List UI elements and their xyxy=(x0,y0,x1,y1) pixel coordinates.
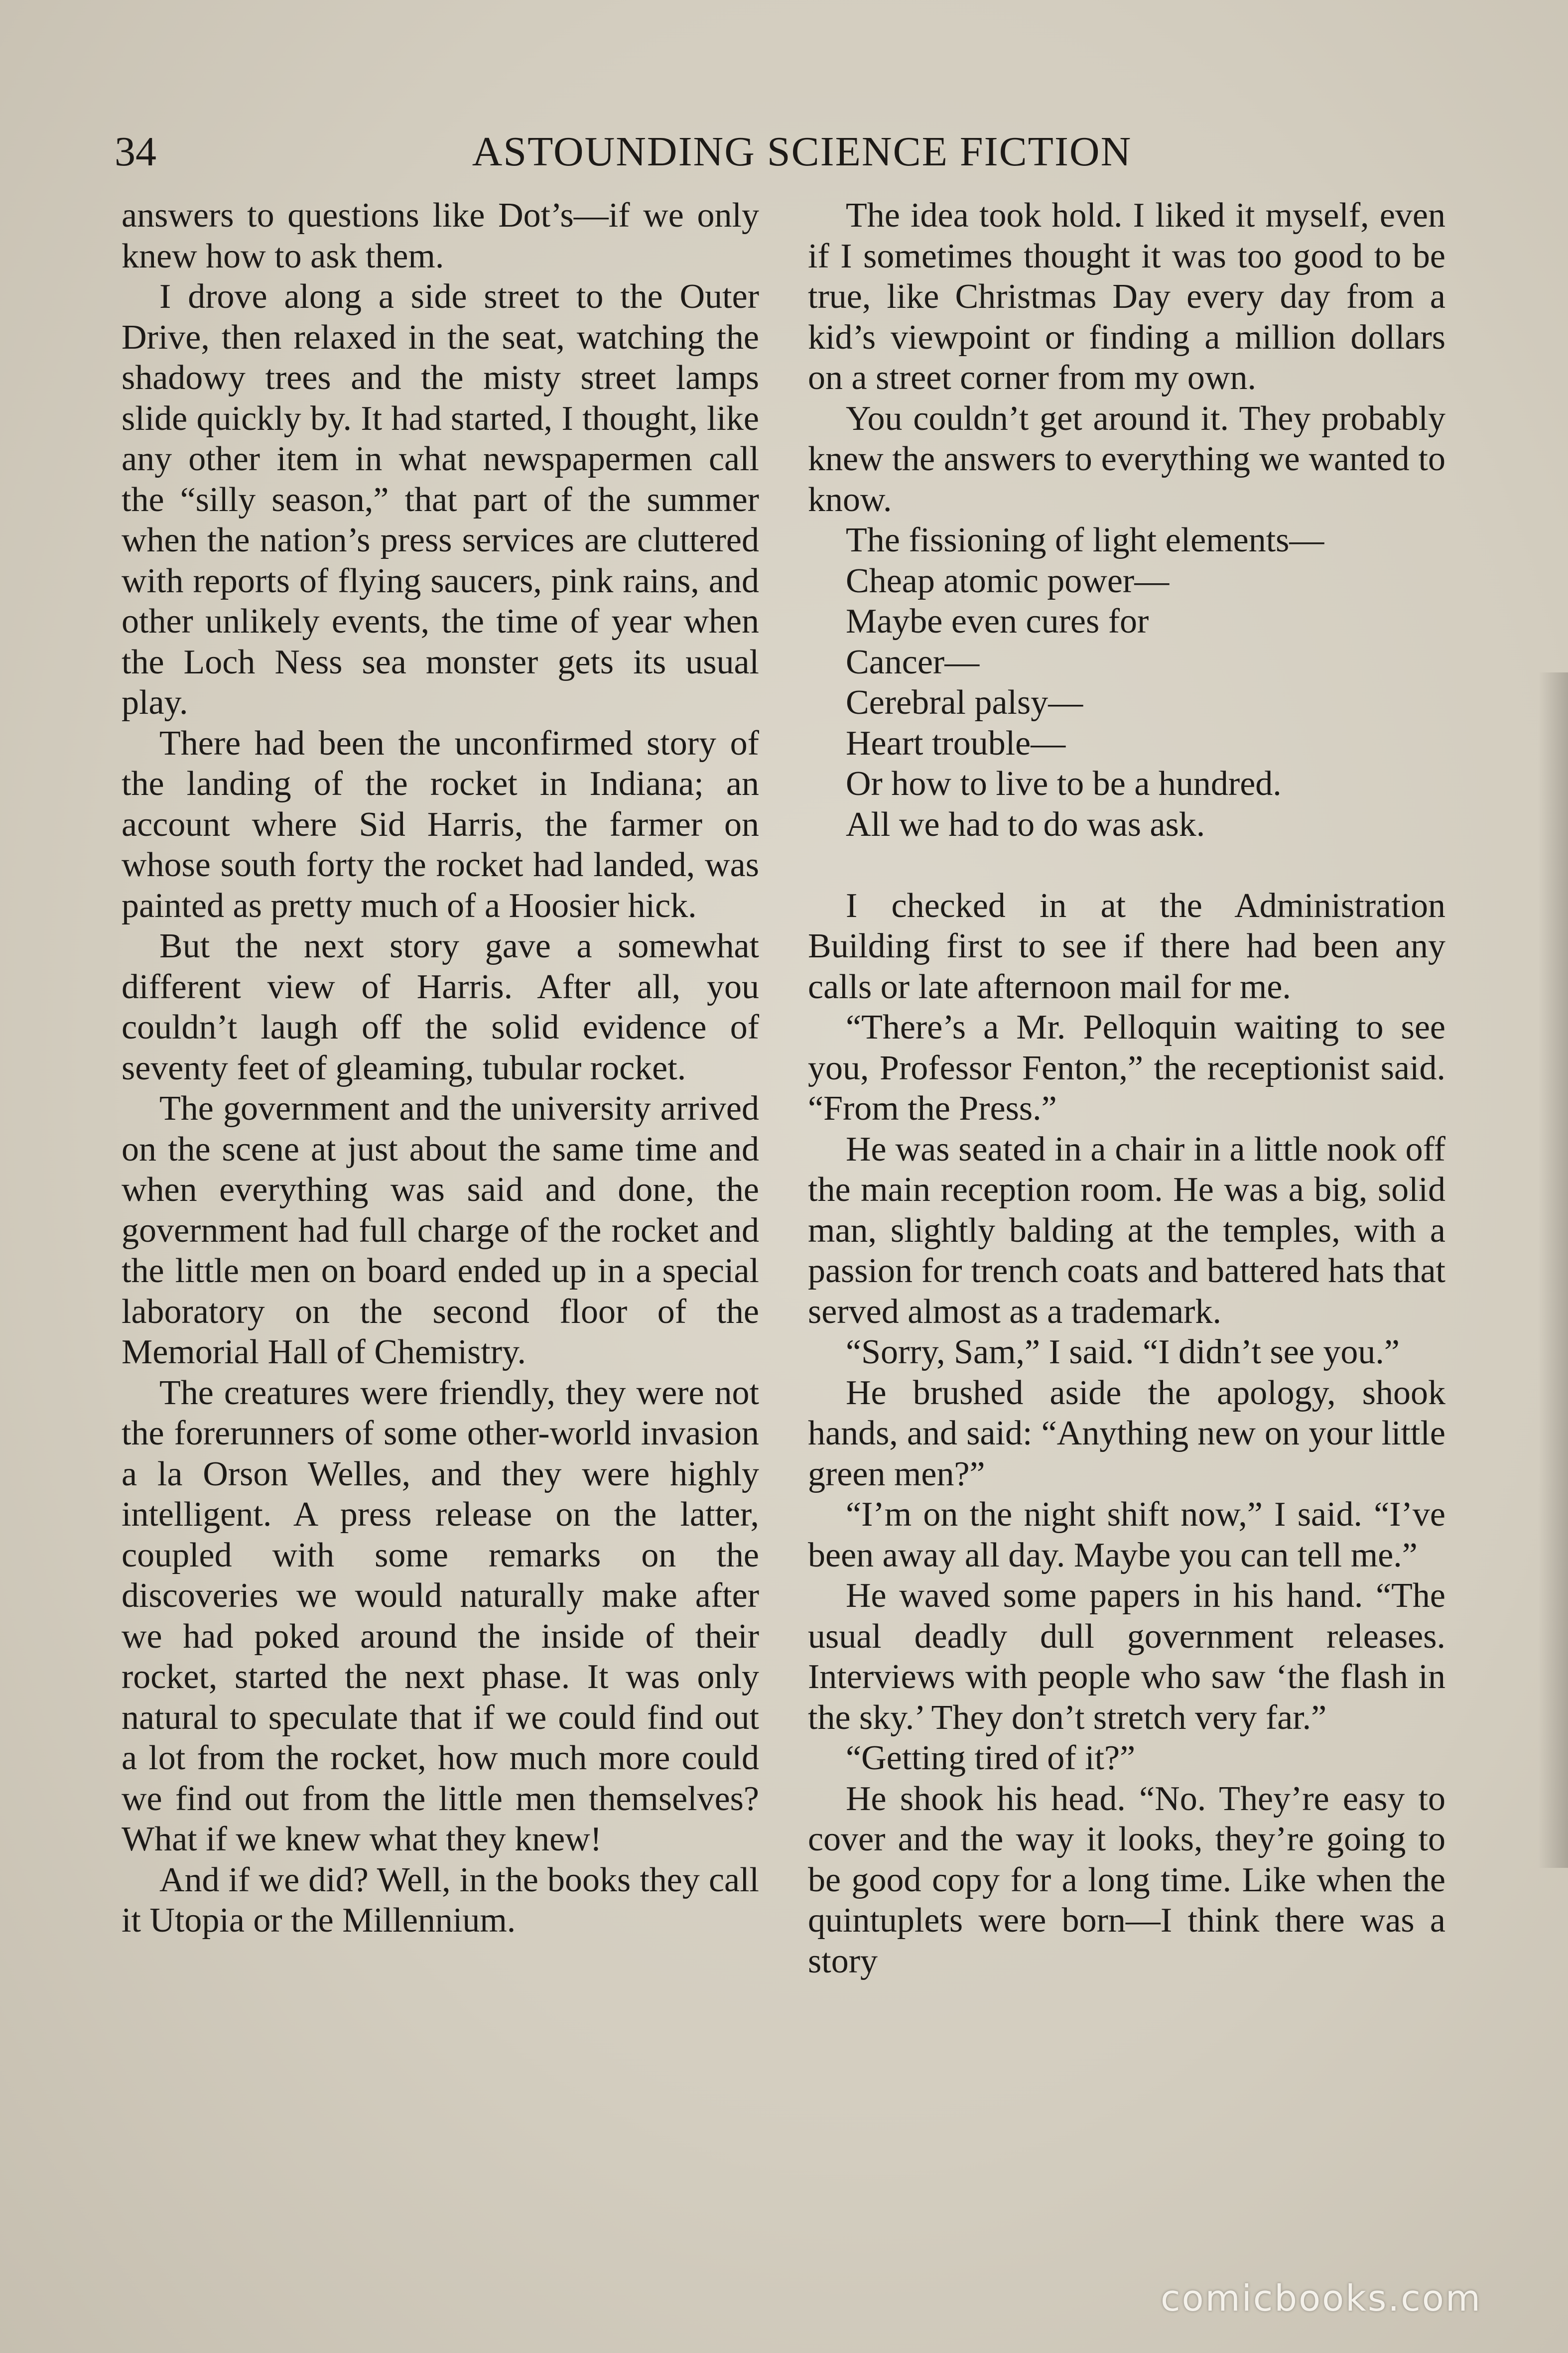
right-text-column xyxy=(808,195,1445,1981)
left-text-column xyxy=(122,195,759,1941)
paragraph: You couldn’t get around it. They probably knew the answers to everything we wanted to know. xyxy=(808,399,1445,519)
paragraph: Cerebral palsy— xyxy=(846,683,1083,722)
paragraph: There had been the unconfirmed story of the landing of the rocket in Indiana; an account where Sid Harris, the farmer on whose south forty the rocket had landed, was painted as pretty much of a Hoosier hick. xyxy=(122,724,759,925)
paragraph: I drove along a side street to the Outer Drive, then relaxed in the seat, watching the shadowy trees and the misty street lamps slide quickly by. It had started, I thought, like any other item in what newspapermen call the “silly season,” that part of the summer when the nation’s press services are cluttered with reports of flying saucers, pink rains, and other unlikely events, the time of year when the Loch Ness sea monster gets its usual play. xyxy=(122,277,759,722)
paragraph: “Sorry, Sam,” I said. “I didn’t see you.” xyxy=(846,1333,1400,1371)
paragraph: The creatures were friendly, they were not the forerunners of some other-world invasion a la Orson Welles, and they were highly intelligent. A press release on the latter, coupled with some remarks on the discoveries we would naturally make after we had poked around the inside of their rocket, started the next phase. It was only natural to speculate that if we could find out a lot from the rocket, how much more could we find out from the little men themselves? What if we knew what they knew! xyxy=(122,1373,759,1858)
paragraph: Cancer— xyxy=(846,643,980,681)
page-edge-shadow xyxy=(1538,672,1568,1868)
paragraph: “I’m on the night shift now,” I said. “I’ve been away all day. Maybe you can tell me.” xyxy=(808,1495,1445,1574)
paragraph: And if we did? Well, in the books they call it Utopia or the Millennium. xyxy=(122,1860,759,1940)
paragraph: The government and the university arrived on the scene at just about the same time and when everything was said and done, the government had full charge of the rocket and the little men on board ended up in a special laboratory on the second floor of the Memorial Hall of Chemistry. xyxy=(122,1089,759,1371)
paragraph: Or how to live to be a hundred. xyxy=(846,765,1282,803)
paragraph: All we had to do was ask. xyxy=(846,805,1205,844)
paragraph: But the next story gave a somewhat different view of Harris. After all, you couldn’t laugh off the solid evidence of seventy feet of gleaming, tubular rocket. xyxy=(122,927,759,1087)
paragraph: answers to questions like Dot’s—if we only knew how to ask them. xyxy=(122,196,759,275)
paragraph: Heart trouble— xyxy=(846,724,1066,763)
paragraph: “Getting tired of it?” xyxy=(846,1739,1136,1777)
page-header xyxy=(115,125,1449,179)
page-number: 34 xyxy=(115,129,156,175)
paragraph: Maybe even cures for xyxy=(846,602,1149,641)
paragraph: The fissioning of light elements— xyxy=(846,521,1324,559)
paragraph: He brushed aside the apology, shook hands, and said: “Anything new on your little green men?” xyxy=(808,1373,1445,1493)
paragraph: He shook his head. “No. They’re easy to cover and the way it looks, they’re going to be good copy for a long time. Like when the quintuplets were born—I think there was a story xyxy=(808,1779,1445,1980)
paragraph: “There’s a Mr. Pelloquin waiting to see you, Professor Fenton,” the receptionist said. “From the Press.” xyxy=(808,1008,1445,1128)
paragraph: He was seated in a chair in a little nook off the main reception room. He was a big, solid man, slightly balding at the temples, with a passion for trench coats and battered hats that served almost as a trademark. xyxy=(808,1130,1445,1331)
running-title: ASTOUNDING SCIENCE FICTION xyxy=(472,129,1132,175)
paragraph: I checked in at the Administration Building first to see if there had been any calls or late afternoon mail for me. xyxy=(808,886,1445,1006)
paragraph: He waved some papers in his hand. “The usual deadly dull government releases. Interviews with people who saw ‘the flash in the sky.’ They don’t stretch very far.” xyxy=(808,1576,1445,1737)
watermark-text: comicbooks.com xyxy=(1161,2277,1482,2319)
paragraph: The idea took hold. I liked it myself, even if I sometimes thought it was too good to be true, like Christmas Day every day from a kid’s viewpoint or finding a million dollars on a street corner from my own. xyxy=(808,196,1445,397)
paragraph: Cheap atomic power— xyxy=(846,561,1170,600)
